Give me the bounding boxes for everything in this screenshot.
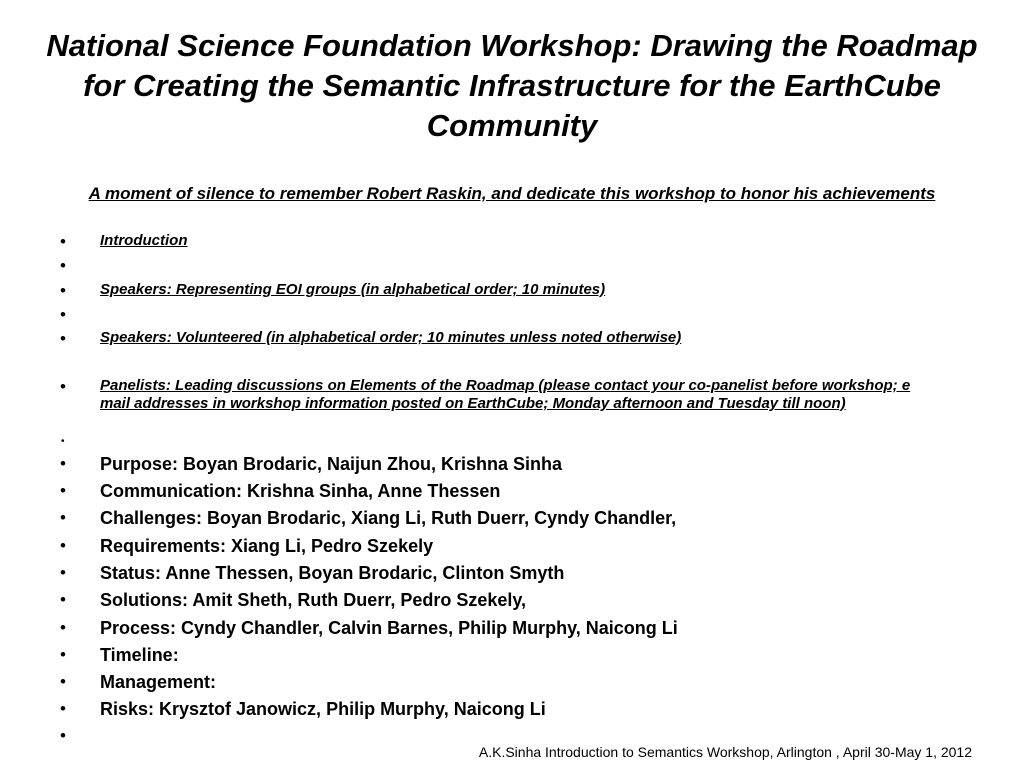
bullet: • <box>60 699 66 718</box>
panel-process: Process: Cyndy Chandler, Calvin Barnes, Philip Murphy, Naicong Li <box>100 618 678 638</box>
panel-requirements: Requirements: Xiang Li, Pedro Szekely <box>100 536 434 556</box>
bullet: • <box>60 454 66 473</box>
bullet: • <box>60 618 66 637</box>
panel-risks: Risks: Krysztof Janowicz, Philip Murphy, Naicong Li <box>100 699 546 719</box>
agenda-item-volunteer-speakers: Speakers: Volunteered (in alphabetical order; 10 minutes unless noted otherwise) <box>100 329 682 346</box>
slide-title: National Science Foundation Workshop: Drawing the Roadmap for Creating the Semantic Infrastructure for the EarthCube Community <box>46 28 978 143</box>
bullet: • <box>60 377 66 396</box>
bullet: • <box>60 281 66 300</box>
bullet: • <box>61 436 65 447</box>
bullet: • <box>60 256 66 275</box>
bullet: • <box>60 726 66 745</box>
bullet: • <box>60 232 66 251</box>
bullet: • <box>60 305 66 324</box>
bullet: • <box>60 481 66 500</box>
bullet: • <box>60 563 66 582</box>
bullet: • <box>60 672 66 691</box>
panel-purpose: Purpose: Boyan Brodaric, Naijun Zhou, Krishna Sinha <box>100 454 563 474</box>
panel-management: Management: <box>100 672 217 692</box>
panel-challenges: Challenges: Boyan Brodaric, Xiang Li, Ruth Duerr, Cyndy Chandler, <box>100 508 677 528</box>
bullet: • <box>60 645 66 664</box>
panel-timeline: Timeline: <box>100 645 179 665</box>
bullet: • <box>60 329 66 348</box>
agenda-item-introduction: Introduction <box>100 232 188 249</box>
agenda-item-panelists: Panelists: Leading discussions on Elements of the Roadmap (please contact your co-panelist before workshop; e mail addresses in workshop information posted on EarthCube; Monday afternoon and Tuesday till noon) <box>100 377 911 412</box>
bullet: • <box>60 508 66 527</box>
dedication-subtitle: A moment of silence to remember Robert Raskin, and dedicate this workshop to honor his achievements <box>88 184 936 203</box>
agenda-item-eoi-speakers: Speakers: Representing EOI groups (in alphabetical order; 10 minutes) <box>100 281 606 298</box>
bullet: • <box>60 536 66 555</box>
panel-communication: Communication: Krishna Sinha, Anne Thessen <box>100 481 501 501</box>
panel-status: Status: Anne Thessen, Boyan Brodaric, Clinton Smyth <box>100 563 565 583</box>
slide-footer: A.K.Sinha Introduction to Semantics Workshop, Arlington , April 30-May 1, 2012 <box>478 744 972 760</box>
panel-solutions: Solutions: Amit Sheth, Ruth Duerr, Pedro Szekely, <box>100 590 527 610</box>
bullet: • <box>60 590 66 609</box>
